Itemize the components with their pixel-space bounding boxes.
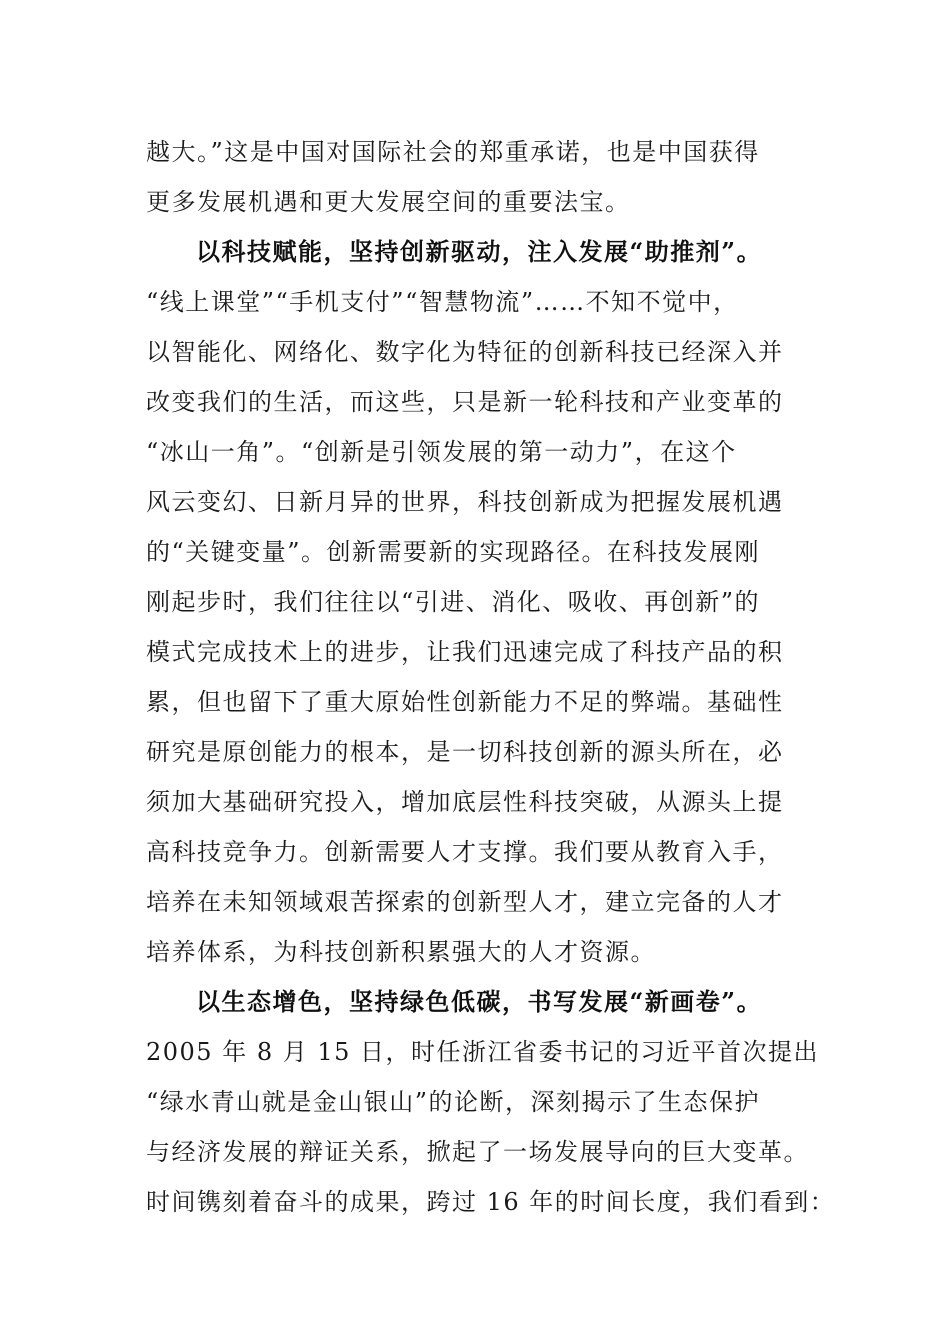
paragraph-line: 越大。”这是中国对国际社会的郑重承诺，也是中国获得 [146,138,760,166]
paragraph-line: 培养体系，为科技创新积累强大的人才资源。 [146,938,656,966]
paragraph-line: 改变我们的生活，而这些，只是新一轮科技和产业变革的 [146,388,784,416]
paragraph-line: 须加大基础研究投入，增加底层性科技突破，从源头上提 [146,788,784,816]
paragraph-line: 培养在未知领域艰苦探索的创新型人才，建立完备的人才 [146,888,784,916]
section-heading-ecology: 以生态增色，坚持绿色低碳，书写发展“新画卷”。 [196,987,763,1016]
paragraph-line: 以智能化、网络化、数字化为特征的创新科技已经深入并 [146,338,784,366]
section-heading-tech: 以科技赋能，坚持创新驱动，注入发展“助推剂”。 [196,237,763,266]
paragraph-line: 研究是原创能力的根本，是一切科技创新的源头所在，必 [146,738,784,766]
paragraph-line: 刚起步时，我们往往以“引进、消化、吸收、再创新”的 [146,588,761,616]
paragraph-line: 风云变幻、日新月异的世界，科技创新成为把握发展机遇 [146,488,784,516]
paragraph-line: 与经济发展的辩证关系，掀起了一场发展导向的巨大变革。 [146,1138,809,1166]
paragraph-line: “冰山一角”。“创新是引领发展的第一动力”，在这个 [146,438,737,466]
paragraph-line: 时间镌刻着奋斗的成果，跨过 16 年的时间长度，我们看到： [146,1188,836,1216]
paragraph-line: 更多发展机遇和更大发展空间的重要法宝。 [146,188,631,216]
paragraph-line: 高科技竞争力。创新需要人才支撑。我们要从教育入手， [146,838,784,866]
paragraph-line: “线上课堂”“手机支付”“智慧物流”……不知不觉中， [146,288,739,316]
paragraph-line: 模式完成技术上的进步，让我们迅速完成了科技产品的积 [146,638,784,666]
paragraph-line: 2005 年 8 月 15 日，时任浙江省委书记的习近平首次提出 [146,1038,820,1066]
paragraph-line: 累，但也留下了重大原始性创新能力不足的弊端。基础性 [146,688,784,716]
paragraph-line: “绿水青山就是金山银山”的论断，深刻揭示了生态保护 [146,1088,761,1116]
paragraph-line: 的“关键变量”。创新需要新的实现路径。在科技发展刚 [146,538,761,566]
